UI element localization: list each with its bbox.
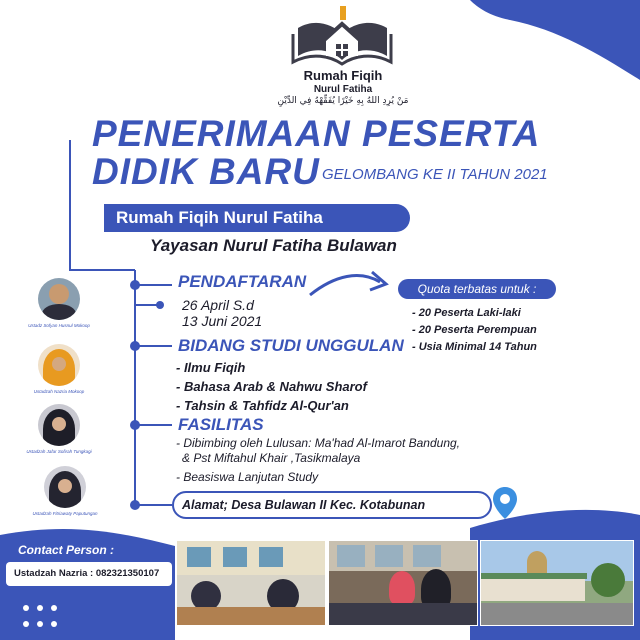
photo-tree [591, 563, 625, 597]
avatar-caption: Ustadzah Jafar Sofirah Tungkagi [26, 449, 92, 454]
avatar-caption: Ustadzah Nazria Mokoop [33, 389, 85, 394]
logo-name: Rumah Fiqih [303, 68, 383, 83]
book-house-icon [290, 6, 395, 68]
bidang-list [176, 358, 367, 415]
photo-window [375, 545, 403, 567]
timeline-dot [130, 280, 140, 290]
avatar-face [49, 284, 69, 304]
dot-icon [37, 621, 43, 627]
photo-window [223, 547, 247, 567]
quota-item: - Usia Minimal 14 Tahun [412, 341, 537, 353]
quota-badge [398, 279, 556, 299]
avatar [44, 466, 86, 508]
avatar-caption: Ustadzah Fitriawaty Paputungan [32, 511, 98, 516]
dot-icon [23, 605, 29, 611]
org-foundation: Yayasan Nurul Fatiha Bulawan [150, 236, 397, 255]
avatar-caption: Ustadz Sofyan Husnul Mokoop [28, 323, 90, 328]
quota-item: - 20 Peserta Perempuan [412, 324, 537, 336]
avatar-face [58, 479, 72, 493]
dot-icon [51, 605, 57, 611]
org-banner [104, 204, 410, 232]
arrow-curve [310, 276, 380, 295]
contact-value: Ustadzah Nazria : 082321350107 [14, 568, 160, 579]
contact-box [6, 562, 172, 586]
avatar-face [52, 357, 66, 371]
photo-table [177, 607, 325, 625]
students-photo [328, 540, 478, 626]
photo-window [187, 547, 211, 567]
timeline-dot [130, 341, 140, 351]
logo-arabic: مَنْ يُرِدِ اللهُ بِهِ خَيْرًا يُفَقِّهْهُ فِي الدِّيْنِ [277, 96, 409, 106]
fasilitas-list [176, 436, 460, 485]
photo-roof [481, 573, 587, 579]
pendaftaran-dates [182, 297, 262, 329]
fasilitas-item: - Dibimbing oleh Lulusan: Ma'had Al-Imarot Bandung, [176, 436, 461, 450]
classroom-photo [176, 540, 326, 626]
photo-window [337, 545, 365, 567]
avatar [38, 278, 80, 320]
alamat-box [172, 491, 492, 519]
avatar-body [42, 304, 76, 320]
headline-line1: PENERIMAAN PESERTA [92, 113, 541, 154]
headline-line2: DIDIK BARU [92, 151, 320, 192]
photo-road [481, 603, 633, 625]
avatar [38, 344, 80, 386]
map-pin-icon [492, 486, 518, 520]
avatar [38, 404, 80, 446]
bidang-heading: BIDANG STUDI UNGGULAN [178, 336, 404, 355]
bidang-item: - Ilmu Fiqih [176, 360, 246, 375]
dot-icon [51, 621, 57, 627]
fasilitas-item: & Pst Miftahul Khair ,Tasikmalaya [182, 451, 361, 465]
org-banner-text: Rumah Fiqih Nurul Fatiha [116, 208, 323, 227]
photo-window [259, 547, 283, 567]
quota-title: Quota terbatas untuk : [417, 282, 537, 296]
photo-building [481, 577, 585, 601]
bidang-item: - Bahasa Arab & Nahwu Sharof [176, 379, 367, 394]
photo-dome [527, 551, 547, 573]
pendaftaran-heading: PENDAFTARAN [178, 272, 307, 291]
date-end: 13 Juni 2021 [182, 313, 263, 329]
timeline-dot [130, 420, 140, 430]
photo-window [413, 545, 441, 567]
logo-subname: Nurul Fatiha [313, 84, 373, 95]
building-photo [480, 540, 634, 626]
bidang-item: - Tahsin & Tahfidz Al-Qur'an [176, 398, 349, 413]
quota-item: - 20 Peserta Laki-laki [412, 307, 521, 319]
timeline-dot [156, 301, 164, 309]
photo-person [389, 571, 415, 605]
dot-icon [23, 621, 29, 627]
quota-list [412, 305, 537, 356]
headline-wave: GELOMBANG KE II TAHUN 2021 [322, 166, 548, 183]
fasilitas-item: - Beasiswa Lanjutan Study [176, 470, 319, 484]
photo-carpet [329, 603, 477, 625]
alamat-text: Alamat; Desa Bulawan II Kec. Kotabunan [182, 498, 426, 512]
dot-icon [37, 605, 43, 611]
date-start: 26 April S.d [182, 297, 254, 313]
contact-label: Contact Person : [18, 543, 115, 557]
timeline-dot [130, 500, 140, 510]
avatar-face [52, 417, 66, 431]
fasilitas-heading: FASILITAS [178, 415, 264, 434]
